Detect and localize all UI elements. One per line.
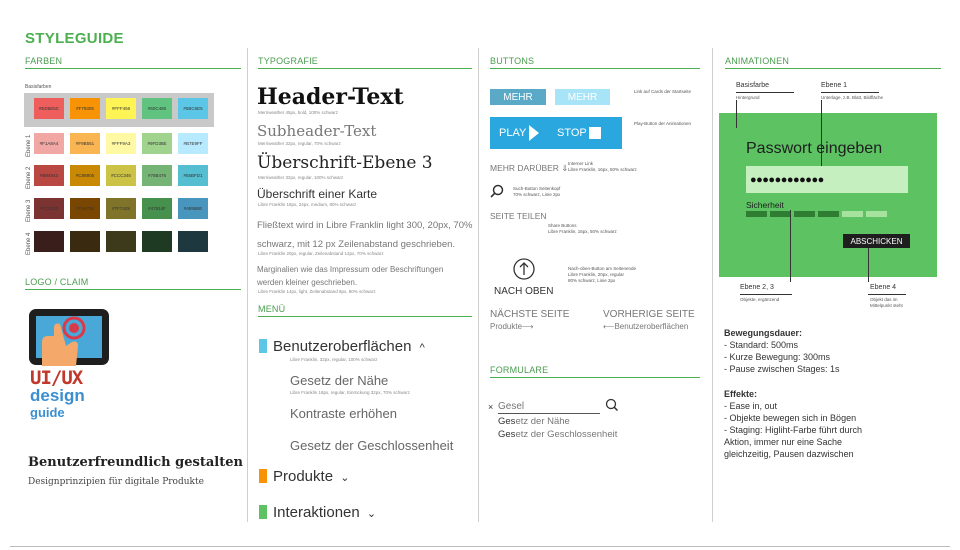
play-note: Play-Button der Animationen — [634, 121, 692, 126]
color-swatch: #7C3432 — [34, 198, 64, 219]
fliesstext-line: schwarz, mit 12 px Zeilenabstand geschrieben. — [257, 239, 456, 250]
ueberschrift-sample: Überschrift-Ebene 3 — [257, 153, 433, 173]
section-heading-typography: TYPOGRAFIE — [258, 56, 319, 66]
chevron-down-icon: ⌄ — [340, 472, 350, 484]
fliesstext-line: Fließtext wird in Libre Franklin light 300, 20px, 70% — [257, 220, 473, 231]
effekte-block — [724, 388, 862, 460]
color-swatch: #CCC346 — [106, 165, 136, 186]
color-swatch: #60C480 — [142, 98, 172, 119]
vorherige-seite-link[interactable]: ⟵Benutzeroberflächen — [603, 322, 689, 331]
section-heading-animations: ANIMATIONEN — [725, 56, 790, 66]
search-input[interactable]: Gesel — [498, 401, 600, 414]
block-line: - Ease in, out — [724, 401, 778, 411]
block-line: - Kurze Bewegung: 300ms — [724, 352, 831, 362]
note-line: Libre Franklin, 16px, 50% schwarz — [568, 167, 637, 172]
note-line: Objekt das im — [870, 297, 898, 302]
basisfarbe-label: Basisfarbe — [736, 82, 770, 89]
strength-segment — [818, 211, 839, 217]
naechste-seite-link[interactable]: Produkte⟶ — [490, 322, 534, 331]
color-swatch: #76B476 — [142, 165, 172, 186]
block-line: - Objekte bewegen sich in Bögen — [724, 413, 857, 423]
section-heading-buttons: BUTTONS — [490, 56, 535, 66]
menu-item-produkte[interactable] — [273, 468, 349, 485]
claim-text: Benutzerfreundlich gestalten — [28, 455, 243, 470]
color-row-label: Ebene 2 — [26, 166, 32, 189]
color-swatch: #FFF9A3 — [106, 133, 136, 154]
column-divider — [247, 48, 248, 522]
animation-demo-panel — [719, 113, 937, 277]
subheader-sample: Subheader-Text — [257, 122, 377, 140]
block-heading: Bewegungsdauer: — [724, 328, 803, 338]
color-row-label: Ebene 3 — [26, 199, 32, 222]
nach-oben-button[interactable]: NACH OBEN — [494, 286, 554, 297]
play-icon[interactable] — [529, 125, 539, 141]
subclaim-text: Designprinzipien für digitale Produkte — [28, 477, 204, 487]
marginal-line: Marginalien wie das Impressum oder Beschriftungen — [257, 265, 444, 274]
color-row-label: Ebene 1 — [26, 134, 32, 157]
menu-marker-green — [259, 505, 267, 519]
annotation-line — [868, 294, 906, 295]
submit-button[interactable]: ABSCHICKEN — [843, 234, 910, 248]
logo-line-uiux: UI/UX — [30, 367, 83, 389]
section-heading-colors: FARBEN — [25, 56, 63, 66]
ebene23-label: Ebene 2, 3 — [740, 284, 774, 291]
menu-item-label: Produkte — [273, 468, 334, 485]
strength-segment — [866, 211, 887, 217]
block-line: Aktion, immer nur eine Sache — [724, 437, 843, 447]
ebene1-note: Unterlage, z.B. Blatt, Bildfläche — [821, 95, 884, 100]
color-swatch — [70, 231, 100, 252]
color-swatch: #FFF456 — [106, 98, 136, 119]
note-line: Libre Franklin, 16px, 50% schwarz — [548, 229, 617, 234]
submenu-geschlossenheit[interactable]: Gesetz der Geschlossenheit — [290, 438, 454, 453]
logo-graphic — [28, 306, 112, 368]
suggestion-rest: etz der Geschlossenheit — [515, 429, 618, 440]
vorherige-seite-label[interactable]: VORHERIGE SEITE — [603, 309, 695, 320]
column-divider — [478, 48, 479, 522]
header-text-meta: Merriweather 45px, bold, 100% schwarz — [258, 110, 339, 115]
menu-item-label: Benutzeroberflächen — [273, 338, 412, 355]
logo-text — [30, 367, 120, 421]
note-line: Nach-oben-Button am Seitenende — [568, 266, 637, 271]
play-label[interactable]: PLAY — [499, 127, 527, 139]
color-swatch: #55BFD1 — [178, 165, 208, 186]
note-line: Share Buttons — [548, 223, 577, 228]
color-swatch: #B94843 — [34, 165, 64, 186]
seite-teilen-link[interactable]: SEITE TEILEN — [490, 211, 547, 221]
color-swatch — [106, 231, 136, 252]
suggestion-item[interactable] — [498, 416, 570, 427]
karte-sample: Überschrift einer Karte — [257, 187, 378, 201]
naechste-seite-label[interactable]: NÄCHSTE SEITE — [490, 309, 570, 320]
page-title: STYLEGUIDE — [25, 30, 124, 47]
section-rule — [258, 68, 472, 69]
mehr-button-light[interactable]: MEHR — [555, 89, 610, 105]
annotation-line — [736, 100, 737, 128]
section-rule — [25, 68, 241, 69]
note-line: 70% schwarz, Linie 2px — [513, 192, 561, 197]
color-swatch: #5BC6E5 — [178, 98, 208, 119]
menu-item-label: Interaktionen — [273, 504, 360, 521]
mehr-button[interactable]: MEHR — [490, 89, 546, 105]
block-line: gleichzeitig, Pausen dazwischen — [724, 449, 854, 459]
note-line: Mittelpunkt steht — [870, 303, 903, 308]
section-rule — [258, 316, 472, 317]
color-swatch: #4895BE — [178, 198, 208, 219]
color-swatch: #F79305 — [70, 98, 100, 119]
column-divider — [712, 48, 713, 522]
menu-item-interaktionen[interactable] — [273, 504, 376, 521]
color-swatch: #ED5E5C — [34, 98, 64, 119]
annotation-line — [821, 92, 879, 93]
sicherheit-label: Sicherheit — [746, 200, 784, 210]
share-note — [548, 223, 617, 235]
annotation-line — [736, 92, 794, 93]
color-swatch: #7A4702 — [70, 198, 100, 219]
color-row-label: Ebene 4 — [26, 232, 32, 255]
stop-icon[interactable] — [589, 127, 601, 139]
section-rule — [490, 377, 700, 378]
mehr-darueber-link[interactable]: MEHR DARÜBER ⇓ — [490, 163, 569, 173]
basis-label: Basisfarben — [25, 84, 52, 90]
color-swatch: #B7E9FF — [178, 133, 208, 154]
annotation-line — [740, 294, 792, 295]
strength-segment — [842, 211, 863, 217]
color-swatch: #9FD38E — [142, 133, 172, 154]
suggestion-item[interactable] — [498, 429, 617, 440]
submenu-meta: Libre Franklin 18px, regular, Einrückung 32px, 70% schwarz — [290, 390, 410, 395]
ebene4-note — [870, 297, 903, 309]
section-rule — [490, 68, 700, 69]
submenu-gesetz-naehe[interactable]: Gesetz der Nähe — [290, 373, 389, 388]
annotation-line — [790, 210, 791, 282]
mehr-note: Link auf Cards der Startseite — [634, 89, 692, 94]
bewegungsdauer-block — [724, 327, 840, 375]
search-icon[interactable] — [604, 398, 618, 412]
logo-line-guide: guide — [30, 405, 65, 420]
marginal-meta: Libre Franklin 14px, light, Zeilenabstand 8px, 80% schwarz — [258, 289, 376, 294]
block-line: - Pause zwischen Stages: 1s — [724, 364, 840, 374]
note-line: Libre Franklin, 20px, regular — [568, 272, 625, 277]
block-line: - Staging: Higliht-Farbe führt durch — [724, 425, 863, 435]
subheader-meta: Merriweather 32px, regular, 70% schwarz — [258, 141, 341, 146]
color-swatch: #F1A8A4 — [34, 133, 64, 154]
menu-marker-blue — [259, 339, 267, 353]
password-input[interactable]: ●●●●●●●●●●●● — [746, 166, 908, 193]
section-heading-logo: LOGO / CLAIM — [25, 277, 89, 287]
section-rule — [725, 68, 941, 69]
chevron-down-icon: ⌄ — [366, 508, 377, 520]
strength-segment — [794, 211, 815, 217]
header-text-sample: Header-Text — [257, 84, 404, 110]
basisfarbe-note: Hintergrund — [736, 95, 760, 100]
search-note — [513, 186, 560, 198]
ebene1-label: Ebene 1 — [821, 82, 848, 89]
submenu-kontraste[interactable]: Kontraste erhöhen — [290, 406, 397, 421]
mehr-darueber-note — [568, 161, 637, 173]
ebene23-note: Objekte, ergänzend — [740, 297, 780, 302]
strength-segment — [746, 211, 767, 217]
fliesstext-meta: Libre Franklin 20px, regular, Zeilenabstand 12px, 70% schwarz — [258, 251, 384, 256]
section-heading-menu: MENÜ — [258, 304, 286, 314]
color-swatch: #47914F — [142, 198, 172, 219]
clear-icon[interactable]: × — [488, 402, 494, 412]
suggestion-match: Ges — [498, 429, 516, 440]
annotation-line — [868, 248, 869, 282]
nach-oben-note — [568, 266, 636, 284]
strength-segment — [770, 211, 791, 217]
color-swatch — [34, 231, 64, 252]
color-swatch — [142, 231, 172, 252]
color-swatch: #C98905 — [70, 165, 100, 186]
note-line: Such-Button Seitenkopf — [513, 186, 561, 191]
color-swatch: #F9B551 — [70, 133, 100, 154]
fliesstext-sample — [257, 216, 472, 254]
footer-divider — [10, 546, 950, 547]
suggestion-match: Ges — [498, 416, 516, 427]
color-swatch: #7F7429 — [106, 198, 136, 219]
marginal-sample — [257, 263, 443, 289]
menu-marker-orange — [259, 469, 267, 483]
menu-item-meta: Libre Franklin, 32px, regular, 100% schwarz — [290, 357, 378, 362]
ebene4-label: Ebene 4 — [870, 284, 897, 291]
menu-item-benutzeroberflaechen[interactable] — [273, 338, 425, 355]
arrow-up-circle-icon[interactable] — [513, 258, 535, 280]
search-icon[interactable] — [490, 184, 504, 198]
karte-meta: Libre Franklin 18px, 24px, medium, 80% schwarz — [258, 202, 357, 207]
ueberschrift-meta: Merriweather 32px, regular, 100% schwarz — [258, 175, 344, 180]
block-line: - Standard: 500ms — [724, 340, 799, 350]
section-heading-forms: FORMULARE — [490, 365, 549, 375]
note-line: Interner Link — [568, 161, 594, 166]
block-heading: Effekte: — [724, 389, 758, 399]
marginal-line: werden kleiner geschrieben. — [257, 278, 358, 287]
suggestion-rest: etz der Nähe — [515, 416, 570, 427]
logo-line-design: design — [30, 386, 85, 405]
stop-label[interactable]: STOP — [557, 127, 587, 139]
chevron-up-icon: ^ — [419, 342, 425, 354]
section-rule — [25, 289, 241, 290]
note-line: 80% schwarz, Linie 2px — [568, 278, 616, 283]
color-swatch — [178, 231, 208, 252]
password-label: Passwort eingeben — [746, 140, 883, 157]
annotation-line — [821, 100, 822, 175]
